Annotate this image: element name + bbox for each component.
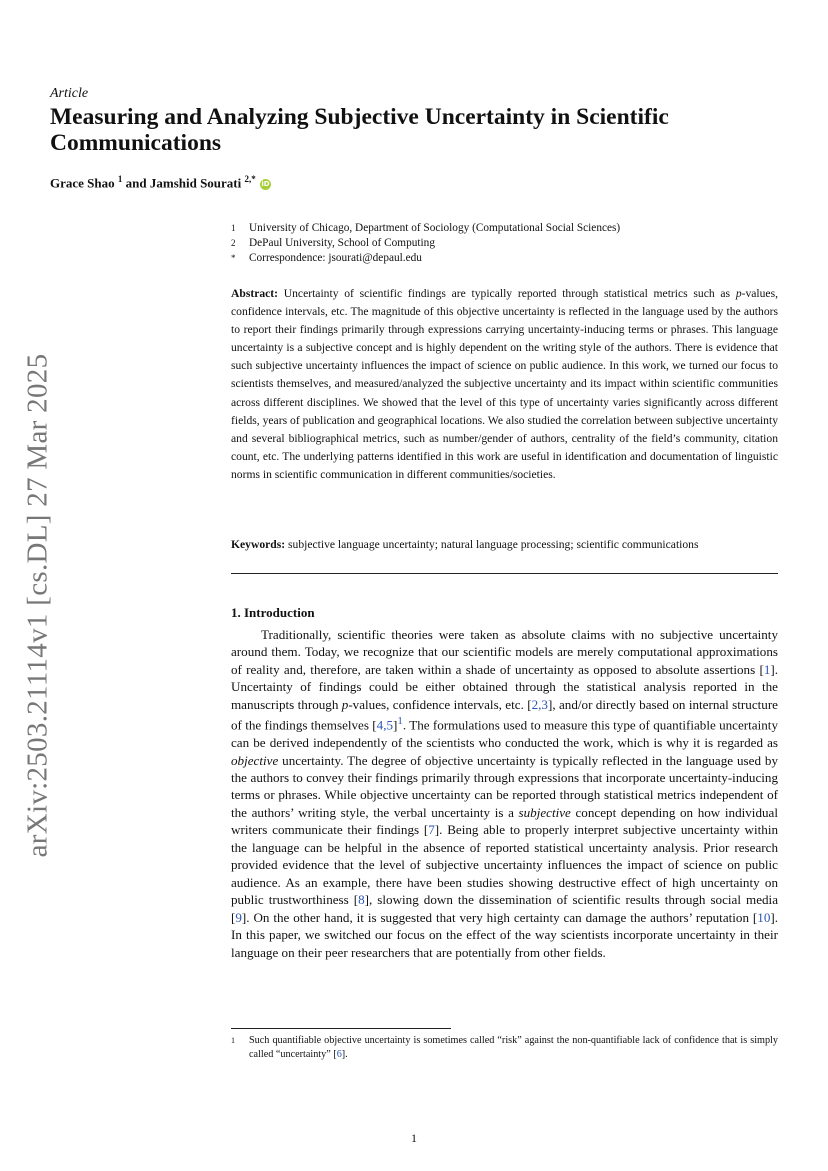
author-name: Jamshid Sourati (149, 175, 242, 191)
footnote-text-part: Such quantifiable objective uncertainty is sometimes called “risk” against the non-quantifiable lack of confidence that is simply called “uncertainty” [ (249, 1035, 778, 1060)
footnote-text-part: ]. (341, 1048, 348, 1060)
abstract-label: Abstract: (231, 287, 279, 300)
keywords-text: subjective language uncertainty; natural language processing; scientific communications (288, 538, 699, 551)
keywords (231, 537, 778, 553)
citation-link[interactable]: 4,5 (376, 717, 394, 733)
footnote-mark: 1 (231, 1036, 235, 1045)
intro-text: ]. In this paper, we switched our focus on the effect of the way scientists incorporate uncertainty in their language on their peer researchers that are potentially from other fields. (231, 909, 778, 960)
footnote (231, 1034, 778, 1061)
section-divider (231, 573, 778, 574)
intro-text: ]. On the other hand, it is suggested that very high certainty can damage the authors’ reputation [ (241, 909, 758, 925)
intro-text: -values, confidence intervals, etc. [ (348, 696, 532, 712)
arxiv-id: arXiv:2503.21114v1 [cs.DL] 27 Mar 2025 (21, 353, 54, 857)
page-number: 1 (411, 1131, 417, 1145)
correspondence-text: Correspondence: jsourati@depaul.edu (249, 252, 422, 264)
orcid-icon[interactable]: iD (261, 180, 270, 189)
intro-p-italic: p (341, 696, 349, 712)
affiliation-mark: 1 (231, 223, 236, 233)
section-title: 1. Introduction (231, 605, 315, 620)
intro-text: ]. Being able to properly interpret subjective uncertainty within the language can be helpful in the absence of reported statistical uncertainty analysis. Prior research provided evidence that the level of subjective uncertainty influences the impact of science on public audience. As an example, there have been studies showing destructive effect of high uncertainty on public trustworthiness [ (231, 822, 778, 908)
affiliation-text: DePaul University, School of Computing (249, 237, 435, 249)
affiliation-mark: 2 (231, 238, 236, 248)
keywords-label: Keywords: (231, 538, 286, 551)
affiliation-text: University of Chicago, Department of Sociology (Computational Social Sciences) (249, 222, 621, 234)
affiliation-row (231, 251, 620, 266)
abstract-text: Uncertainty of scientific findings are typically reported through statistical metrics such as (283, 287, 736, 300)
affiliation-row (231, 221, 620, 236)
citation-link[interactable]: 1 (763, 661, 771, 677)
article-type: Article (50, 86, 89, 101)
citation-link[interactable]: 2,3 (531, 696, 548, 712)
arxiv-stamp (16, 353, 60, 857)
intro-text: uncertainty. The degree of objective uncertainty is typically reflected in the language used by the authors to convey their findings primarily through expressions that incorporate uncertainty-inducing terms or phrases. While objective uncertainty can be reported through statistical metrics independent of the authors’ writing style, the verbal uncertainty is a (231, 752, 778, 820)
intro-text: ], and/or directly based on internal structure of the findings themselves [ (231, 696, 778, 733)
footnote-link[interactable]: 1 (397, 715, 403, 728)
abstract-p-italic: p (735, 287, 742, 300)
affiliation-mark: 2,* (244, 174, 256, 184)
intro-text: Traditionally, scientific theories were taken as absolute claims with no subjective uncertainty around them. Today, we recognize that our scientific models are merely computational approximations of reality and, therefore, are taken within a shade of uncertainty as opposed to absolute assertions [ (231, 627, 778, 677)
footnote-text (249, 1034, 778, 1061)
intro-text: ] (393, 717, 398, 733)
affiliation-row (231, 236, 620, 251)
author-name: Grace Shao (50, 175, 115, 191)
paper-title: Measuring and Analyzing Subjective Uncertainty in Scientific Communications (50, 104, 669, 156)
author-list (50, 174, 271, 191)
intro-text: . The formulations used to measure this type of quantifiable uncertainty can be derived independently of the scientists who conducted the work, which is why it is regarded as (231, 717, 778, 751)
footnote-divider (231, 1028, 451, 1029)
intro-text: concept depending on how individual writers communicate their findings [ (231, 804, 778, 838)
citation-link[interactable]: 6 (336, 1048, 342, 1060)
intro-text: ], slowing down the dissemination of scientific results through social media [ (231, 892, 779, 925)
citation-link[interactable]: 7 (428, 822, 435, 838)
intro-paragraph (231, 626, 778, 961)
citation-link[interactable]: 8 (358, 892, 365, 908)
affiliation-mark: * (231, 253, 236, 263)
citation-link[interactable]: 9 (235, 909, 242, 925)
intro-subjective-italic: subjective (518, 804, 571, 820)
affiliation-mark: 1 (117, 174, 123, 184)
affiliations (231, 221, 620, 266)
intro-objective-italic: objective (231, 752, 279, 768)
abstract-text: -values, confidence intervals, etc. The magnitude of this objective uncertainty is reflected in the language used by the authors to report their findings primarily through expressions carrying uncertainty-inducing terms or phrases. This language uncertainty is a subjective concept and is highly dependent on the writing style of the authors. There is evidence that such subjective uncertainty influences the impact of science on public audience. In this work, we turned our focus to scientists themselves, and measured/analyzed the subjective uncertainty and its impact within scientific communities across different disciplines. We showed that the level of this type of uncertainty varies significantly across different fields, years of publication and geographical locations. We also studied the correlation between subjective uncertainty and several bibliographical metrics, such as number/gender of authors, centrality of the field’s community, citation count, etc. The underlying patterns identified in this work are useful in identification and documentation of linguistic norms in scientific communication in different communities/societies. (231, 287, 778, 481)
intro-text: ]. Uncertainty of findings could be either obtained through the statistical analysis reported in the manuscripts through (231, 661, 778, 712)
citation-link[interactable]: 10 (757, 909, 771, 925)
abstract (231, 285, 778, 484)
author-conjunction: and (125, 175, 147, 191)
